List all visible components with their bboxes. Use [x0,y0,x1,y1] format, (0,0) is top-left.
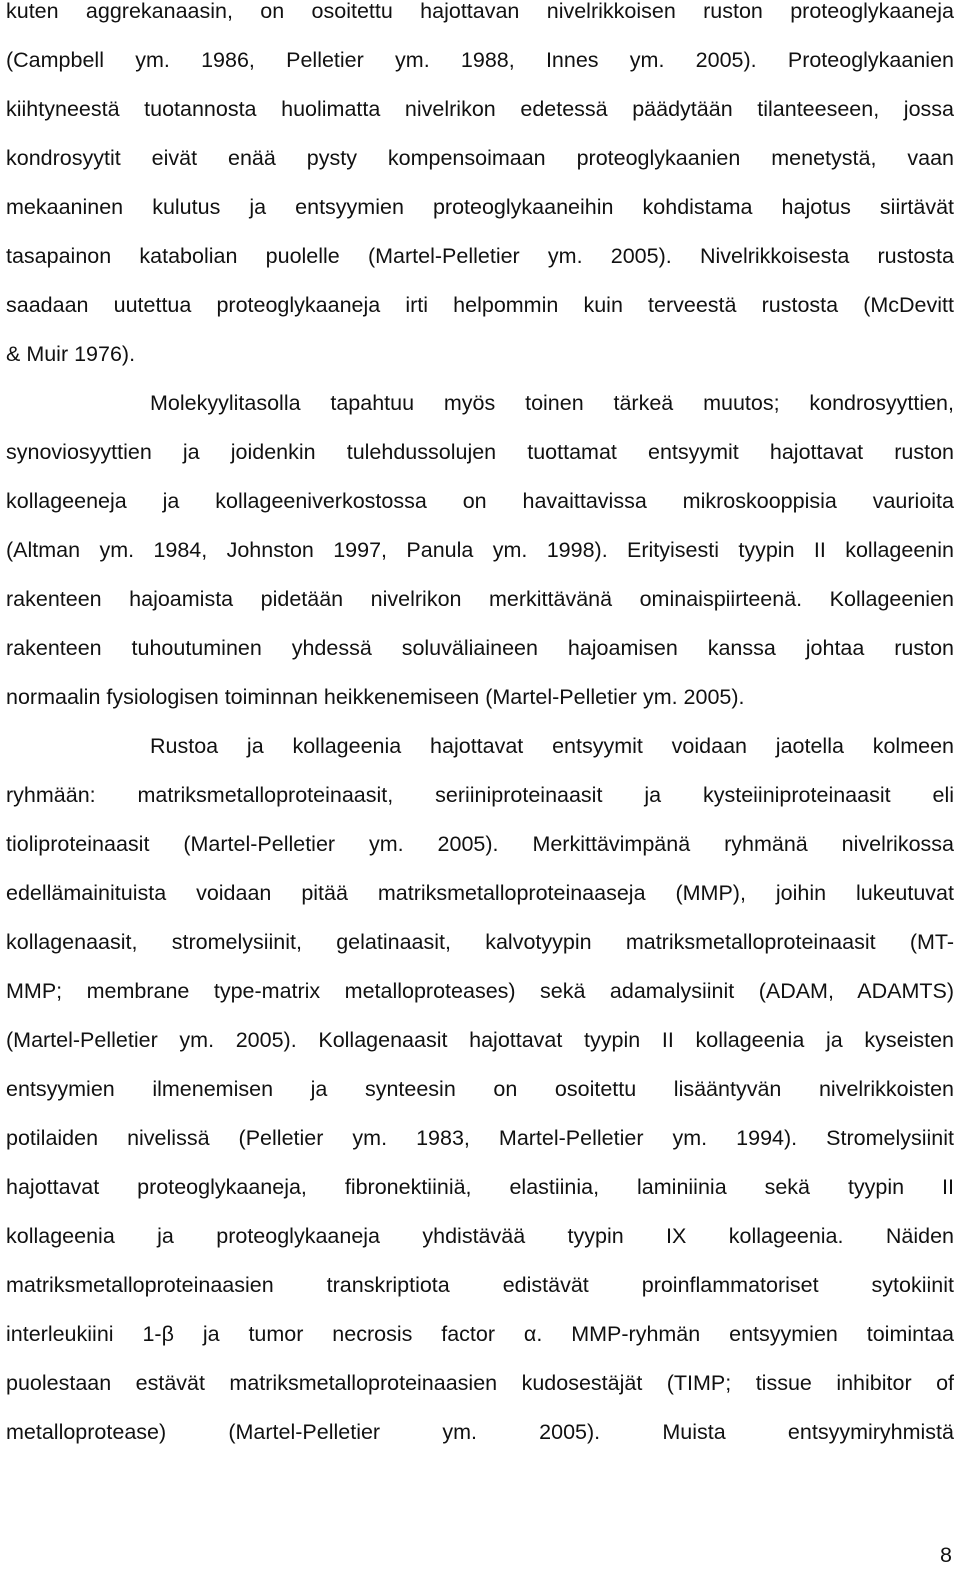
text-line: metalloprotease) (Martel-Pelletier ym. 2005). Muista entsyymiryhmistä [6,1420,954,1444]
text-line: puolestaan estävät matriksmetalloproteinaasien kudosestäjät (TIMP; tissue inhibitor of [6,1371,954,1395]
text-line: (Campbell ym. 1986, Pelletier ym. 1988, Innes ym. 2005). Proteoglykaanien [6,48,954,72]
text-line: tioliproteinaasit (Martel-Pelletier ym. 2005). Merkittävimpänä ryhmänä nivelrikossa [6,832,954,856]
text-line: kollageenia ja proteoglykaaneja yhdistävää tyypin IX kollageenia. Näiden [6,1224,954,1248]
text-line: kondrosyytit eivät enää pysty kompensoimaan proteoglykaanien menetystä, vaan [6,146,954,170]
text-line: kollageeneja ja kollageeniverkostossa on havaittavissa mikroskooppisia vaurioita [6,489,954,513]
text-line: edellämainituista voidaan pitää matriksmetalloproteinaaseja (MMP), joihin lukeutuvat [6,881,954,905]
text-line: ryhmään: matriksmetalloproteinaasit, seriiniproteinaasit ja kysteiiniproteinaasit eli [6,783,954,807]
text-line: tasapainon katabolian puolelle (Martel-Pelletier ym. 2005). Nivelrikkoisesta rustosta [6,244,954,268]
text-line: potilaiden nivelissä (Pelletier ym. 1983, Martel-Pelletier ym. 1994). Stromelysiinit [6,1126,954,1150]
text-line: normaalin fysiologisen toiminnan heikkenemiseen (Martel-Pelletier ym. 2005). [6,685,745,709]
text-line: matriksmetalloproteinaasien transkriptiota edistävät proinflammatoriset sytokiinit [6,1273,954,1297]
text-line: & Muir 1976). [6,342,136,366]
text-line: mekaaninen kulutus ja entsyymien proteoglykaaneihin kohdistama hajotus siirtävät [6,195,954,219]
text-line: entsyymien ilmenemisen ja synteesin on osoitettu lisääntyvän nivelrikkoisten [6,1077,954,1101]
text-line: (Altman ym. 1984, Johnston 1997, Panula ym. 1998). Erityisesti tyypin II kollageenin [6,538,954,562]
text-line: kiihtyneestä tuotannosta huolimatta nivelrikon edetessä päädytään tilanteeseen, jossa [6,97,954,121]
text-line: (Martel-Pelletier ym. 2005). Kollagenaasit hajottavat tyypin II kollageenia ja kyseisten [6,1028,954,1052]
text-line: rakenteen hajoamista pidetään nivelrikon merkittävänä ominaispiirteenä. Kollageenien [6,587,954,611]
text-line: MMP; membrane type-matrix metalloproteases) sekä adamalysiinit (ADAM, ADAMTS) [6,979,954,1003]
text-line: interleukiini 1-β ja tumor necrosis factor α. MMP-ryhmän entsyymien toimintaa [6,1322,954,1346]
text-line: saadaan uutettua proteoglykaaneja irti helpommin kuin terveestä rustosta (McDevitt [6,293,954,317]
paragraph-first-line: Molekyylitasolla tapahtuu myös toinen tärkeä muutos; kondrosyyttien, [150,391,954,415]
text-line: synoviosyyttien ja joidenkin tulehdussolujen tuottamat entsyymit hajottavat ruston [6,440,954,464]
text-line: rakenteen tuhoutuminen yhdessä soluväliaineen hajoamisen kanssa johtaa ruston [6,636,954,660]
paragraph-first-line: Rustoa ja kollageenia hajottavat entsyymit voidaan jaotella kolmeen [150,734,954,758]
text-line: kollagenaasit, stromelysiinit, gelatinaasit, kalvotyypin matriksmetalloproteinaasit (MT- [6,930,954,954]
page-number: 8 [940,1543,952,1567]
text-line: kuten aggrekanaasin, on osoitettu hajottavan nivelrikkoisen ruston proteoglykaaneja [6,0,954,23]
text-line: hajottavat proteoglykaaneja, fibronektiiniä, elastiinia, laminiinia sekä tyypin II [6,1175,954,1199]
